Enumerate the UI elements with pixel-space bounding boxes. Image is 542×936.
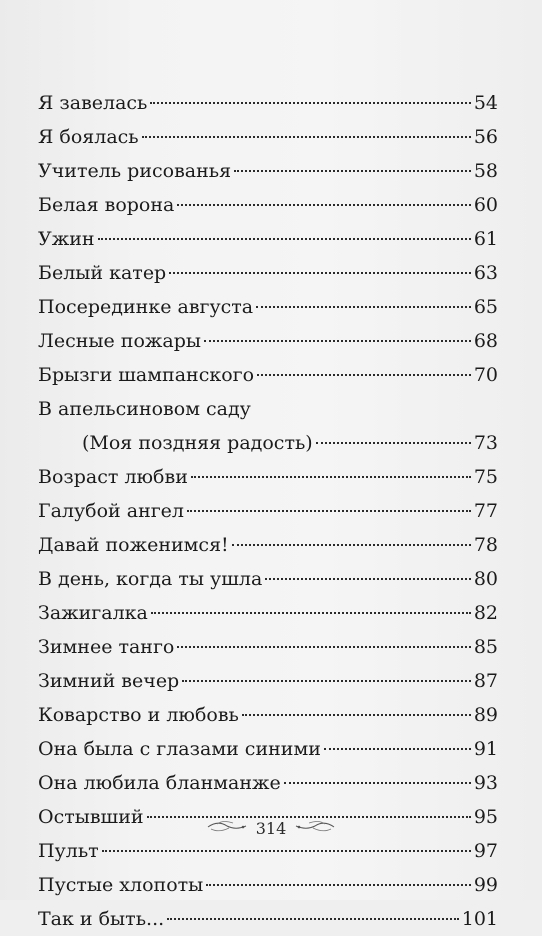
toc-entry-title: Белый катер xyxy=(38,262,167,284)
dot-leader xyxy=(257,374,471,376)
toc-entry-page: 58 xyxy=(473,160,498,182)
dot-leader xyxy=(98,238,471,240)
toc-entry xyxy=(38,834,498,868)
toc-entry-page: 78 xyxy=(473,534,498,556)
dot-leader xyxy=(265,578,471,580)
ornament-icon xyxy=(295,819,335,838)
toc-entry-page: 65 xyxy=(473,296,498,318)
toc-entry xyxy=(38,154,498,188)
toc-entry xyxy=(38,902,498,936)
toc-entry-title: Пульт xyxy=(38,840,99,862)
toc-entry xyxy=(38,256,498,290)
toc-entry-page: 89 xyxy=(473,704,498,726)
dot-leader xyxy=(151,612,471,614)
dot-leader xyxy=(284,782,471,784)
dot-leader xyxy=(232,544,471,546)
dot-leader xyxy=(142,136,471,138)
toc-entry xyxy=(38,664,498,698)
toc-entry-page: 101 xyxy=(461,908,498,930)
ornament-icon xyxy=(207,819,247,838)
toc-entry-title: Коварство и любовь xyxy=(38,704,239,726)
toc-entry xyxy=(38,868,498,902)
toc-entry-title: Галубой ангел xyxy=(38,500,184,522)
dot-leader xyxy=(182,680,471,682)
toc-entry xyxy=(38,732,498,766)
toc-entry-title: Зажигалка xyxy=(38,602,148,624)
toc-entry-multiline-tail xyxy=(38,426,498,460)
dot-leader xyxy=(316,442,471,444)
toc-entry xyxy=(38,120,498,154)
toc-entry xyxy=(38,86,498,120)
page-footer xyxy=(0,818,542,838)
toc-entry-title: Давай поженимся! xyxy=(38,534,229,556)
toc-entry xyxy=(38,460,498,494)
toc-entry-page: 70 xyxy=(473,364,498,386)
toc-entry-title: Возраст любви xyxy=(38,466,188,488)
toc-entry-page: 93 xyxy=(473,772,498,794)
toc-entry-title: Зимний вечер xyxy=(38,670,180,692)
dot-leader xyxy=(242,714,471,716)
dot-leader xyxy=(177,646,470,648)
dot-leader xyxy=(150,102,470,104)
toc-entry-title: Учитель рисованья xyxy=(38,160,232,182)
toc-entry-title: В апельсиновом саду xyxy=(38,398,251,420)
toc-entry-page: 61 xyxy=(473,228,498,250)
toc-entry-multiline-head xyxy=(38,392,498,426)
dot-leader xyxy=(191,476,471,478)
toc-entry xyxy=(38,562,498,596)
toc-entry-page: 73 xyxy=(473,432,498,454)
toc-entry-title: (Моя поздняя радость) xyxy=(82,432,313,454)
dot-leader xyxy=(256,306,471,308)
toc-entry xyxy=(38,596,498,630)
dot-leader xyxy=(234,170,471,172)
toc-entry-page: 95 xyxy=(473,806,498,828)
toc-entry xyxy=(38,188,498,222)
toc-entry-page: 97 xyxy=(473,840,498,862)
toc-entry-page: 91 xyxy=(473,738,498,760)
dot-leader xyxy=(187,510,471,512)
toc-entry-page: 54 xyxy=(473,92,498,114)
toc-entry-page: 68 xyxy=(473,330,498,352)
toc-entry-page: 85 xyxy=(473,636,498,658)
toc-entry-page: 87 xyxy=(473,670,498,692)
table-of-contents xyxy=(38,86,498,936)
toc-entry xyxy=(38,698,498,732)
toc-entry-title: Я боялась xyxy=(38,126,139,148)
toc-entry-title: Посерединке августа xyxy=(38,296,254,318)
toc-entry-page: 77 xyxy=(473,500,498,522)
toc-entry-title: Она любила бланманже xyxy=(38,772,281,794)
toc-entry-title: Она была с глазами синими xyxy=(38,738,321,760)
toc-entry xyxy=(38,630,498,664)
dot-leader xyxy=(206,884,471,886)
toc-entry-page: 56 xyxy=(473,126,498,148)
toc-entry-page: 80 xyxy=(473,568,498,590)
toc-entry-page: 63 xyxy=(473,262,498,284)
toc-entry-title: Зимнее танго xyxy=(38,636,175,658)
toc-entry-title: Так и быть... xyxy=(38,908,165,930)
toc-entry-title: Белая ворона xyxy=(38,194,175,216)
toc-entry xyxy=(38,494,498,528)
page-number: 314 xyxy=(255,819,287,838)
toc-entry-title: Ужин xyxy=(38,228,95,250)
toc-entry-title: Остывший xyxy=(38,806,144,828)
toc-entry-page: 99 xyxy=(473,874,498,896)
toc-entry-title: Брызги шампанского xyxy=(38,364,255,386)
toc-entry xyxy=(38,324,498,358)
dot-leader xyxy=(204,340,471,342)
dot-leader xyxy=(102,850,471,852)
toc-entry-title: Я завелась xyxy=(38,92,148,114)
toc-entry-page: 75 xyxy=(473,466,498,488)
toc-entry-page: 60 xyxy=(473,194,498,216)
toc-entry-title: В день, когда ты ушла xyxy=(38,568,263,590)
toc-entry xyxy=(38,766,498,800)
dot-leader xyxy=(169,272,471,274)
toc-entry xyxy=(38,222,498,256)
toc-entry-title: Пустые хлопоты xyxy=(38,874,204,896)
toc-entry-page: 82 xyxy=(473,602,498,624)
toc-entry-title: Лесные пожары xyxy=(38,330,202,352)
toc-entry xyxy=(38,358,498,392)
toc-entry xyxy=(38,290,498,324)
dot-leader xyxy=(177,204,470,206)
dot-leader xyxy=(167,918,459,920)
toc-entry xyxy=(38,528,498,562)
dot-leader xyxy=(324,748,471,750)
